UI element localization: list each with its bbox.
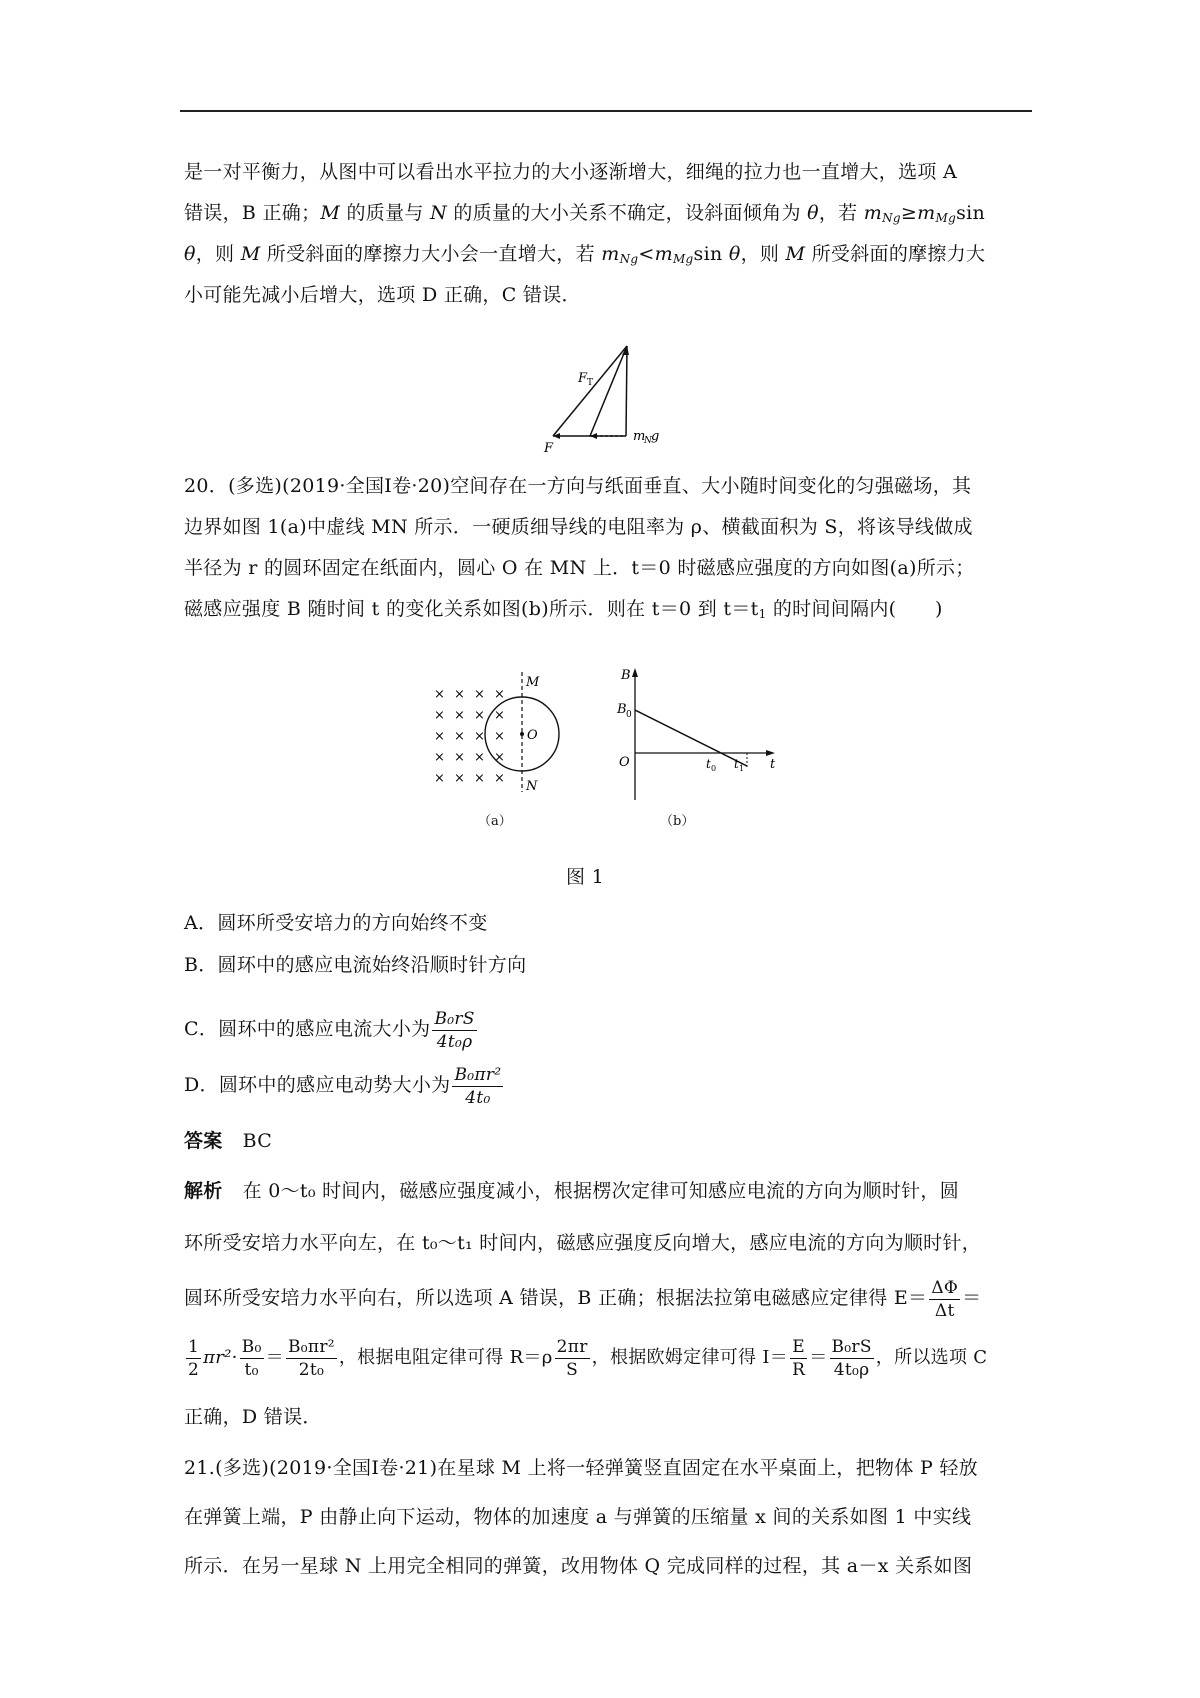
prev-line-4: 小可能先减小后增大，选项 D 正确，C 错误． <box>184 284 581 306</box>
field-cross: × <box>454 771 465 786</box>
option-d: D．圆环中的感应电动势大小为 $\frac{\text{B₀πr²}}{\text{4t₀}}$ <box>184 1064 502 1108</box>
field-cross: × <box>434 771 445 786</box>
figure-a-caption: （a） <box>478 814 512 829</box>
label-ft: F <box>578 371 588 386</box>
header-rule <box>180 110 1032 112</box>
field-cross: × <box>434 708 445 723</box>
q20-line-3: 半径为 r 的圆环固定在纸面内，圆心 O 在 MN 上．t＝0 时磁感应强度的方向如图(a)所示； <box>184 557 975 579</box>
field-cross: × <box>494 750 505 765</box>
field-cross: × <box>454 687 465 702</box>
prev-line-1: 是一对平衡力，从图中可以看出水平拉力的大小逐渐增大，细绳的拉力也一直增大，选项 A <box>184 161 958 183</box>
force-triangle-figure <box>530 338 730 458</box>
option-b: B．圆环中的感应电流始终沿顺时针方向 <box>184 954 527 976</box>
label-b0: B <box>617 702 627 717</box>
field-cross: × <box>434 729 445 744</box>
prev-line-2: 错误，B 正确；M 的质量与 N 的质量的大小关系不确定，设斜面倾角为 θ，若 $m_{Ng}\ge m_{Mg}\sin$ <box>184 202 986 225</box>
answer-label: 答案 <box>184 1130 223 1152</box>
analysis-line-5: 正确，D 错误． <box>184 1406 322 1428</box>
label-mng: m <box>633 429 646 444</box>
figure-b <box>615 665 795 815</box>
field-cross: × <box>494 729 505 744</box>
label-t1: t <box>734 757 739 771</box>
q20-line-4: 磁感应强度 B 随时间 t 的变化关系如图(b)所示．则在 t＝0 到 $t=t_1$ 的时间间隔内( ) <box>184 598 943 621</box>
field-cross: × <box>454 729 465 744</box>
field-cross: × <box>474 771 485 786</box>
option-a: A．圆环所受安培力的方向始终不变 <box>184 912 488 934</box>
field-cross: × <box>474 708 485 723</box>
field-cross: × <box>474 750 485 765</box>
label-m: M <box>526 675 540 690</box>
answer-value: BC <box>242 1130 273 1152</box>
label-t1-sub: 1 <box>739 764 745 773</box>
q21-line-2: 在弹簧上端，P 由静止向下运动，物体的加速度 a 与弹簧的压缩量 x 间的关系如图 1 中实线 <box>184 1506 972 1528</box>
figure-caption: 图 1 <box>566 866 605 888</box>
option-c: C．圆环中的感应电流大小为 $\frac{\text{B₀rS}}{\text{4t₀ρ}}$ <box>184 1008 475 1052</box>
field-cross: × <box>434 687 445 702</box>
label-f: F <box>544 441 554 456</box>
label-o: O <box>527 728 538 743</box>
label-t-axis: t <box>770 757 776 772</box>
label-t0-sub: 0 <box>711 764 717 773</box>
label-mng-sub: N <box>644 436 652 446</box>
field-cross: × <box>474 687 485 702</box>
label-t0: t <box>706 757 711 771</box>
label-b0-sub: 0 <box>626 710 632 720</box>
field-cross: × <box>454 750 465 765</box>
label-mng-g: g <box>651 429 660 444</box>
analysis-line-2: 环所受安培力水平向左，在 t₀～t₁ 时间内，磁感应强度反向增大，感应电流的方向为顺时针， <box>184 1232 982 1254</box>
q20-line-1: 20．(多选)(2019·全国Ⅰ卷·20)空间存在一方向与纸面垂直、大小随时间变化的匀强磁场，其 <box>184 475 972 497</box>
q21-line-3: 所示．在另一星球 N 上用完全相同的弹簧，改用物体 Q 完成同样的过程，其 a－x 关系如图 <box>184 1555 973 1577</box>
q21-line-1: 21.(多选)(2019·全国Ⅰ卷·21)在星球 M 上将一轻弹簧竖直固定在水平桌面上，把物体 P 轻放 <box>184 1457 978 1479</box>
field-cross: × <box>494 687 505 702</box>
answer-line <box>184 1124 272 1158</box>
field-cross: × <box>454 708 465 723</box>
q20-line-2: 边界如图 1(a)中虚线 MN 所示．一硬质细导线的电阻率为 ρ、横截面积为 S，将该导线做成 <box>184 516 973 538</box>
analysis-line-4: $\frac{1}{2}$ πr²· $\frac{\text{B₀}}{\text{t₀}}$ ＝ $\frac{\text{B₀πr²}}{\text{2t₀}}$ ，根据电阻定律可得 R＝ρ $\frac{2\pi r}{S}$ ，根据欧姆定律可得 I＝ $\frac{E}{R}$ ＝ $\frac{\text{B₀rS}}{\text{4t₀ρ}}$ ，所以选项 C <box>188 1336 988 1380</box>
figure-a <box>430 668 590 818</box>
label-b-axis: B <box>621 668 631 683</box>
field-cross: × <box>474 729 485 744</box>
magnetic-field-crosses <box>434 687 505 786</box>
field-cross: × <box>434 750 445 765</box>
label-origin: O <box>619 755 630 770</box>
field-cross: × <box>494 708 505 723</box>
analysis-line-1: 解析 在 0～t₀ 时间内，磁感应强度减小，根据楞次定律可知感应电流的方向为顺时针，圆 <box>184 1180 960 1202</box>
prev-line-3: θ，则 M 所受斜面的摩擦力大小会一直增大，若 $m_{Ng}<m_{Mg}\sin$ θ，则 M 所受斜面的摩擦力大 <box>184 243 986 266</box>
figure-b-caption: （b） <box>660 814 695 829</box>
field-cross: × <box>494 771 505 786</box>
analysis-line-3: 圆环所受安培力水平向右，所以选项 A 错误，B 正确；根据法拉第电磁感应定律得 E＝ $\frac{\Delta\Phi}{\Delta t}$ ＝ <box>184 1277 982 1321</box>
label-ft-sub: T <box>587 378 594 388</box>
label-n: N <box>526 779 538 794</box>
